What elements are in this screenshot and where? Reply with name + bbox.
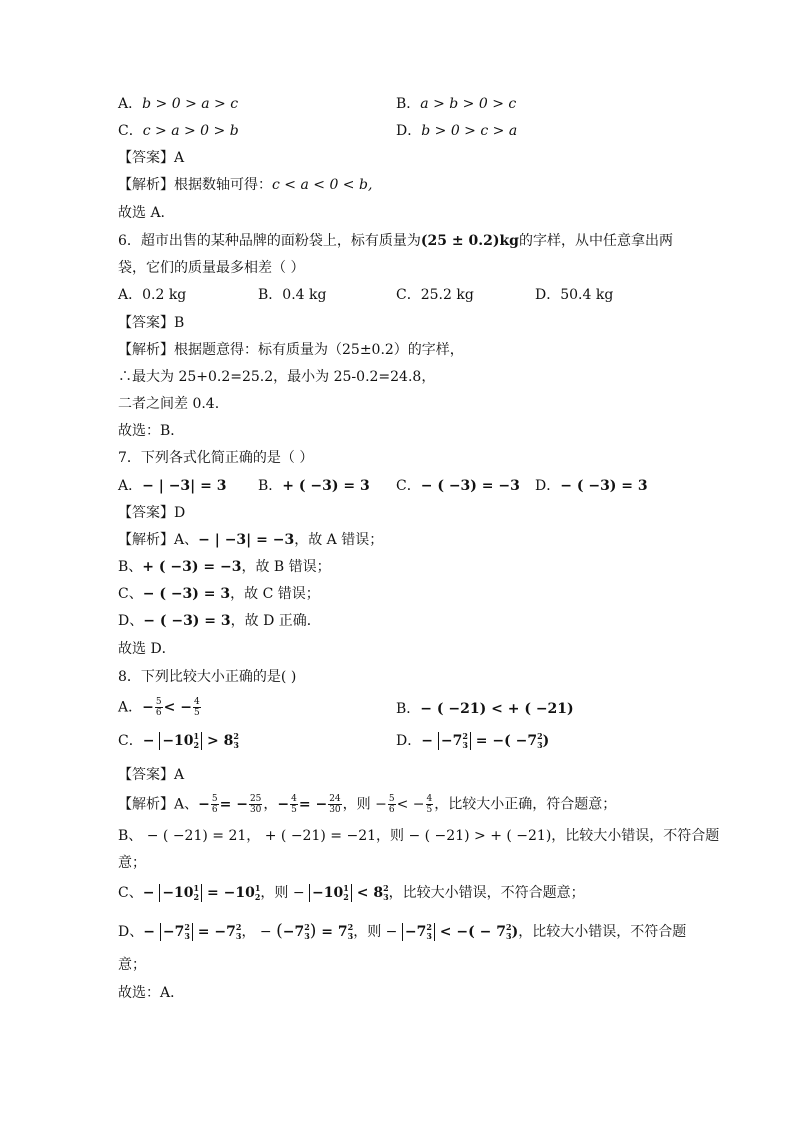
q7-option-d: D．− ( −3) = 3 xyxy=(535,478,648,494)
q7-analysis-c: C、− ( −3) = 3，故 C 错误； xyxy=(118,586,320,602)
q7-stem: 7．下列各式化简正确的是（ ） xyxy=(118,450,314,466)
q6-analysis-3: 二者之间差 0.4. xyxy=(118,396,220,412)
q8-option-b: B．− ( −21) < + ( −21) xyxy=(396,701,574,717)
q5-option-b: B．a > b > 0 > c xyxy=(396,96,517,112)
q8-stem: 8．下列比较大小正确的是( ) xyxy=(118,669,297,685)
q8-analysis-b2: 意； xyxy=(118,855,146,871)
q6-option-a: A．0.2 kg xyxy=(118,287,187,303)
q8-analysis-d: D、− −7 2 3 = −7 2 3 ， − (−7 2 3 ) = 7 2 3 ，则 − −7 2 3 < −( − 7 2 3 )，比较大小错误，不符合题 xyxy=(118,921,687,941)
q5-option-a: A．b > 0 > a > c xyxy=(118,96,239,112)
q6-stem-line1: 6．超市出售的某种品牌的面粉袋上，标有质量为(25 ± 0.2)kg的字样，从中任意拿出两 xyxy=(118,233,673,249)
q8-analysis-c: C、− −10 1 2 = −10 1 2 ，则 − −10 1 2 < 8 2 3 ，比较大小错误，不符合题意； xyxy=(118,883,585,902)
q6-option-d: D．50.4 kg xyxy=(535,287,614,303)
q7-conclusion: 故选 D． xyxy=(118,641,176,657)
q7-option-a: A．− | −3| = 3 xyxy=(118,478,227,494)
q8-option-a: A．− $\frac{5}{6}$ < − $\frac{4}{5}$ xyxy=(118,697,200,718)
q5-option-c: C．c > a > 0 > b xyxy=(118,123,239,139)
q6-analysis-1: 【解析】根据题意得：标有质量为（25±0.2）的字样， xyxy=(118,342,464,358)
q8-option-c: C．− −10 1 2 > 8 2 3 xyxy=(118,731,239,750)
q8-analysis-d2: 意； xyxy=(118,957,146,973)
q7-option-c: C．− ( −3) = −3 xyxy=(396,478,520,494)
q6-conclusion: 故选：B． xyxy=(118,423,185,439)
q7-analysis-d: D、− ( −3) = 3，故 D 正确． xyxy=(118,613,321,629)
q6-answer: 【答案】B xyxy=(118,315,185,331)
q7-analysis-b: B、+ ( −3) = −3，故 B 错误； xyxy=(118,559,331,575)
q8-option-d: D．− −7 2 3 = −( −7 2 3 ) xyxy=(396,731,550,750)
q6-stem-line2: 袋，它们的质量最多相差（ ） xyxy=(118,260,305,276)
q8-conclusion: 故选：A． xyxy=(118,985,185,1001)
q5-answer: 【答案】A xyxy=(118,150,185,166)
q7-answer: 【答案】D xyxy=(118,505,186,521)
q8-answer: 【答案】A xyxy=(118,767,185,783)
q5-analysis: 【解析】根据数轴可得：c < a < 0 < b, xyxy=(118,177,373,193)
q7-analysis-a: 【解析】A、− | −3| = −3，故 A 错误； xyxy=(118,532,384,548)
q6-option-c: C．25.2 kg xyxy=(396,287,474,303)
q8-analysis-b1: B、 − ( −21) = 21， + ( −21) = −21，则 − ( −21) > + ( −21)，比较大小错误，不符合题 xyxy=(118,828,720,844)
q5-option-d: D．b > 0 > c > a xyxy=(396,123,518,139)
q6-option-b: B．0.4 kg xyxy=(258,287,327,303)
q6-analysis-2: ∴最大为 25+0.2=25.2，最小为 25-0.2=24.8， xyxy=(118,369,436,385)
q5-conclusion: 故选 A. xyxy=(118,205,166,221)
q7-option-b: B．+ ( −3) = 3 xyxy=(258,478,370,494)
q8-analysis-a: 【解析】A、− $\frac{5}{6}$ = − $\frac{25}{30}$ ，− $\frac{4}{5}$ = − $\frac{24}{30}$ ，则 − $\frac{5}{6}$ < − $\frac{4}{5}$ ，比较大小正确，符合题意； xyxy=(118,794,617,815)
